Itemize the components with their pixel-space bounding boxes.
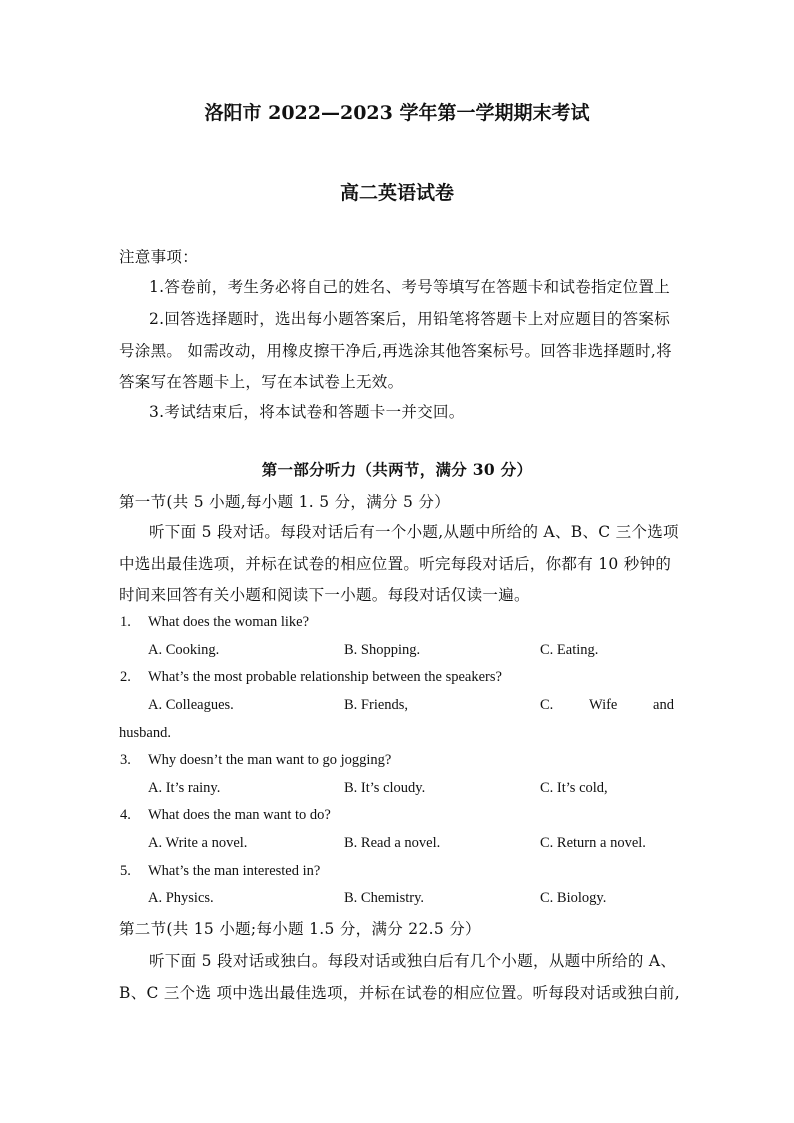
section2-instructions-line-1: 听下面 5 段对话或独白。每段对话或独白后有几个小题，从题中所给的 A、 [149,952,677,970]
option-b: B. It’s cloudy. [344,780,426,796]
section1-instructions-line-2: 中选出最佳选项，并标在试卷的相应位置。听完每段对话后，你都有 10 秒钟的 [119,555,672,573]
notice-item-2-line-2: 号涂黑。 如需改动，用橡皮擦干净后,再选涂其他答案标号。回答非选择题时,将 [119,342,672,360]
option-c-letter: C. [540,697,554,713]
notice-heading: 注意事项： [119,248,199,266]
question-text: What does the man want to do? [148,807,331,823]
question-text: What does the woman like? [148,614,310,630]
option-c-word-2: and [653,697,674,713]
option-a: A. Cooking. [148,642,220,658]
notice-item-1: 1.答卷前，考生务必将自己的姓名、考号等填写在答题卡和试卷指定位置上 [149,278,670,296]
option-a: A. It’s rainy. [148,780,221,796]
option-b: B. Friends, [344,697,409,713]
question-number: 4. [120,807,131,823]
question-text: What’s the most probable relationship between the speakers? [148,669,502,685]
question-text: What’s the man interested in? [148,863,321,879]
option-c: C. Return a novel. [540,835,646,851]
option-c: C. Biology. [540,890,607,906]
option-a: A. Colleagues. [148,697,234,713]
question-number: 5. [120,863,131,879]
notice-item-3: 3.考试结束后，将本试卷和答题卡一并交回。 [149,403,465,421]
option-c-wrapped: husband. [119,725,171,741]
exam-subtitle: 高二英语试卷 [339,182,454,204]
question-number: 2. [120,669,131,685]
option-a: A. Write a novel. [148,835,248,851]
exam-title: 洛阳市 2022—2023 学年第一学期期末考试 [204,102,590,124]
option-b: B. Chemistry. [344,890,425,906]
option-c: C. It’s cold, [540,780,608,796]
option-b: B. Shopping. [344,642,421,658]
part1-heading: 第一部分听力（共两节，满分 30 分） [261,460,533,479]
option-b: B. Read a novel. [344,835,441,851]
option-a: A. Physics. [148,890,214,906]
section1-instructions-line-1: 听下面 5 段对话。每段对话后有一个小题,从题中所给的 A、B、C 三个选项 [149,523,679,541]
option-c [540,697,674,714]
question-text: Why doesn’t the man want to go jogging? [148,752,392,768]
section1-heading: 第一节(共 5 小题,每小题 1. 5 分，满分 5 分） [119,493,451,511]
notice-item-2-line-1: 2.回答选择题时，选出每小题答案后，用铅笔将答题卡上对应题目的答案标 [149,310,670,328]
question-number: 1. [120,614,131,630]
section2-instructions-line-2: B、C 三个选 项中选出最佳选项，并标在试卷的相应位置。听每段对话或独白前, [119,984,680,1002]
section1-instructions-line-3: 时间来回答有关小题和阅读下一小题。每段对话仅读一遍。 [119,586,530,604]
question-number: 3. [120,752,131,768]
option-c-word-1: Wife [588,697,618,713]
notice-item-2-line-3: 答案写在答题卡上，写在本试卷上无效。 [119,373,404,391]
section2-heading: 第二节(共 15 小题;每小题 1.5 分，满分 22.5 分） [119,920,481,938]
option-c: C. Eating. [540,642,599,658]
